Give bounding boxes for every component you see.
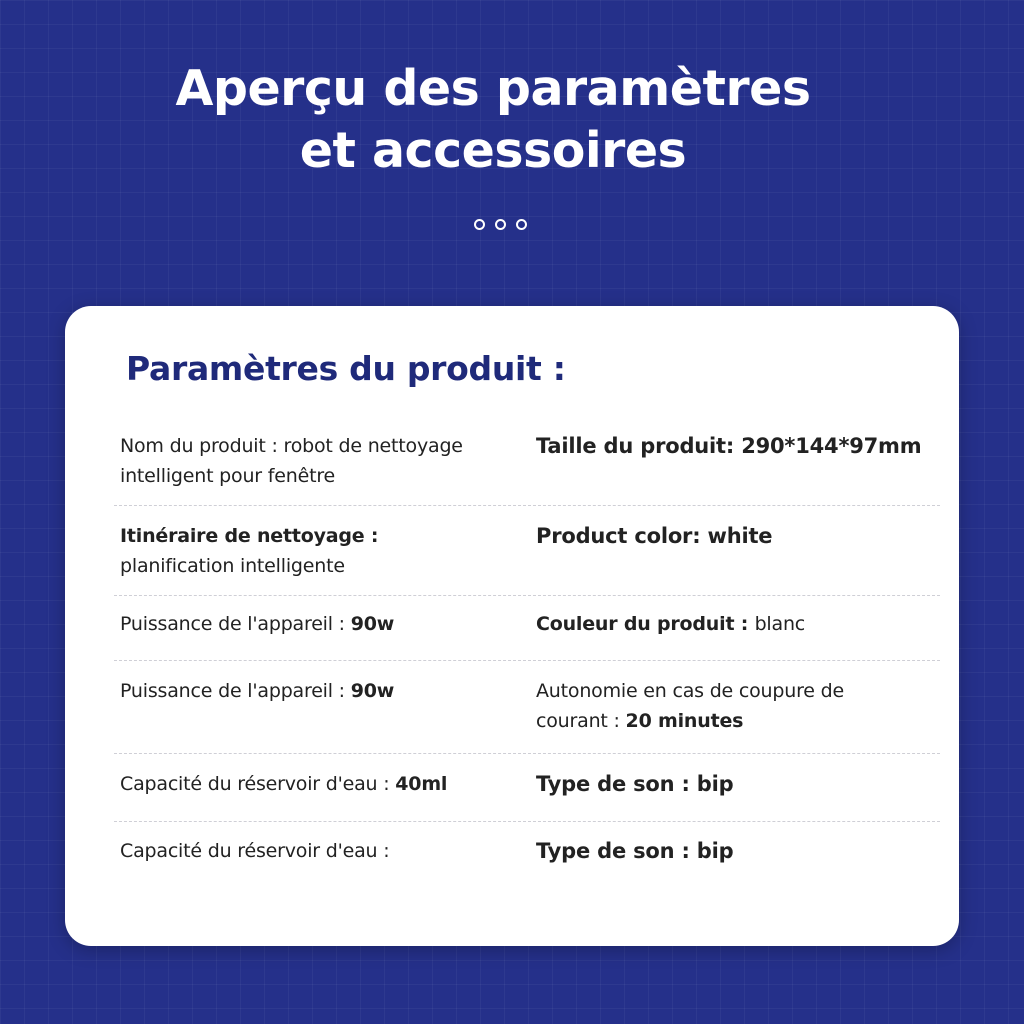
parameter-label: Nom du produit : robot de nettoyage <box>120 435 463 457</box>
circle-icon <box>474 219 485 230</box>
parameter-device-power <box>120 676 530 706</box>
decorative-dots <box>474 219 527 230</box>
circle-icon <box>495 219 506 230</box>
parameter-value: 90w <box>350 613 395 635</box>
parameter-row <box>114 609 940 661</box>
parameter-product-color-en <box>536 521 946 551</box>
parameter-label: Type de son : bip <box>536 772 734 796</box>
parameter-cleaning-route <box>120 521 530 581</box>
parameter-row <box>114 521 940 596</box>
parameter-product-color <box>536 609 946 639</box>
parameter-power-outage-autonomy <box>536 676 946 736</box>
parameter-label-continued: courant : <box>536 710 626 732</box>
parameter-row <box>114 676 940 754</box>
parameter-water-tank-capacity <box>120 769 530 799</box>
parameter-value: 20 minutes <box>625 710 744 732</box>
parameter-label: Taille du produit: <box>536 434 742 458</box>
product-parameters-card <box>65 306 959 946</box>
parameter-label: Itinéraire de nettoyage : <box>120 525 379 547</box>
parameter-label: Puissance de l'appareil : <box>120 613 351 635</box>
parameter-product-size <box>536 431 946 461</box>
parameter-value: 290*144*97mm <box>741 434 922 458</box>
parameter-row <box>114 836 940 876</box>
parameter-label: Capacité du réservoir d'eau : <box>120 840 390 862</box>
parameter-sound-type <box>536 836 946 866</box>
parameter-water-tank-capacity <box>120 836 530 866</box>
parameter-sound-type <box>536 769 946 799</box>
parameter-device-power <box>120 609 530 639</box>
parameter-row <box>114 769 940 822</box>
page-title-line-2: et accessoires <box>299 122 687 179</box>
parameter-label: Autonomie en cas de coupure de <box>536 680 844 702</box>
circle-icon <box>516 219 527 230</box>
parameter-label-continued: planification intelligente <box>120 555 345 577</box>
page-title <box>0 58 986 182</box>
parameter-label: Capacité du réservoir d'eau : <box>120 773 396 795</box>
page-title-line-1: Aperçu des paramètres <box>175 60 811 117</box>
parameter-row <box>114 431 940 506</box>
parameter-product-name <box>120 431 530 491</box>
parameter-label: Type de son : bip <box>536 839 734 863</box>
parameter-label: Puissance de l'appareil : <box>120 680 351 702</box>
card-title: Paramètres du produit : <box>126 349 566 388</box>
parameter-value: 90w <box>350 680 395 702</box>
parameter-value: blanc <box>754 613 806 635</box>
parameter-label: Product color: white <box>536 524 773 548</box>
parameter-label-continued: intelligent pour fenêtre <box>120 465 335 487</box>
parameter-value: 40ml <box>395 773 448 795</box>
parameter-label: Couleur du produit : <box>536 613 755 635</box>
